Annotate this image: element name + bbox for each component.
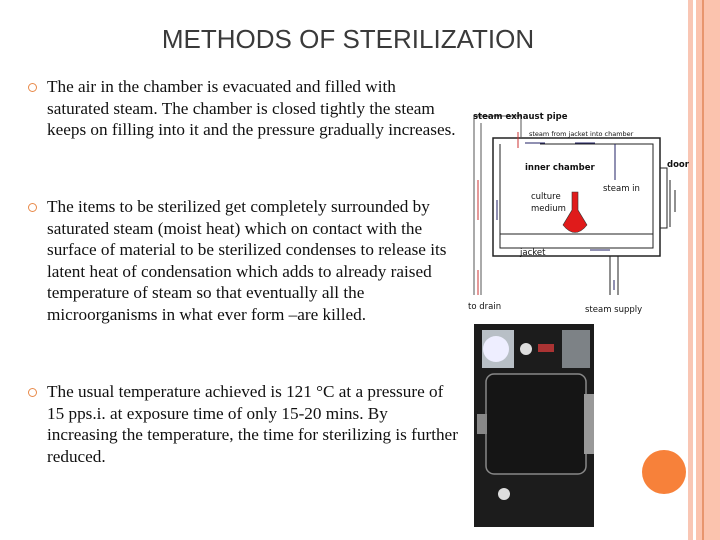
- label-steam-from-jacket: steam from jacket into chamber: [529, 130, 634, 138]
- bullet-item: [47, 381, 459, 467]
- decor-circle: [642, 450, 686, 494]
- bullet-item: [47, 196, 459, 326]
- bullet-icon: [28, 83, 37, 92]
- label-to-drain: to drain: [468, 302, 502, 312]
- label-door: door: [667, 160, 689, 170]
- bullet-text: The items to be sterilized get completely surrounded by saturated steam (moist heat) which on contact with the surface of material to be sterilized condenses to release its latent heat of condensation which adds to already raised temperature of steam so that eventually all the microorganisms in what ever form –are killed.: [47, 197, 447, 324]
- bullet-item: [47, 76, 459, 141]
- label-inner-chamber: inner chamber: [525, 163, 595, 173]
- bullet-text: The usual temperature achieved is 121 °C at a pressure of 15 pps.i. at exposure time of only 15-20 mins. By increasing the temperature, the time for sterilizing is further reduced.: [47, 382, 458, 466]
- slide-title: METHODS OF STERILIZATION: [161, 24, 535, 54]
- label-jacket: jacket: [520, 248, 546, 258]
- label-culture: culture: [531, 192, 561, 202]
- label-medium: medium: [531, 204, 566, 214]
- decor-stripe: [702, 0, 704, 540]
- bullet-icon: [28, 388, 37, 397]
- bullet-text: The air in the chamber is evacuated and filled with saturated steam. The chamber is closed tightly the steam keeps on filling into it and the pressure gradually increases.: [47, 77, 456, 140]
- autoclave-diagram: [460, 100, 690, 320]
- autoclave-photo: [474, 324, 594, 527]
- decor-stripe: [696, 0, 720, 540]
- label-steam-in: steam in: [603, 184, 640, 194]
- label-steam-exhaust: steam exhaust pipe: [473, 112, 568, 122]
- label-steam-supply: steam supply: [585, 305, 643, 315]
- bullet-icon: [28, 203, 37, 212]
